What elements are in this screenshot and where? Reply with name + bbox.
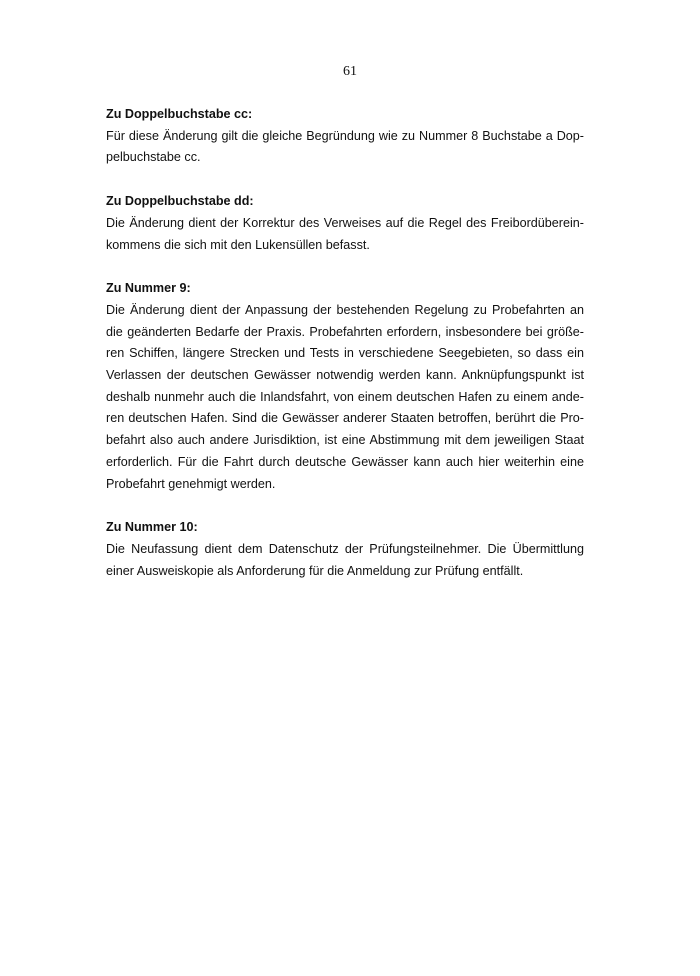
paragraph-line: erforderlich. Für die Fahrt durch deutsche Gewässer kann auch hier weiterhin eine bbox=[106, 454, 584, 469]
section-paragraph bbox=[106, 300, 584, 495]
section-paragraph bbox=[106, 213, 584, 256]
paragraph-line: Die Änderung dient der Korrektur des Verweises auf die Regel des Freibordüberein- bbox=[106, 215, 584, 230]
paragraph-line: befahrt also auch andere Jurisdiktion, ist eine Abstimmung mit dem jeweiligen Staat bbox=[106, 433, 584, 448]
paragraph-line: Die Neufassung dient dem Datenschutz der Prüfungsteilnehmer. Die Übermittlung bbox=[106, 541, 584, 556]
section-paragraph bbox=[106, 126, 584, 169]
section-nummer-9 bbox=[106, 278, 584, 495]
section-nummer-10 bbox=[106, 517, 584, 582]
section-heading: Zu Doppelbuchstabe cc: bbox=[106, 107, 253, 121]
section-doppelbuchstabe-dd bbox=[106, 191, 584, 256]
section-paragraph bbox=[106, 539, 584, 582]
paragraph-line: Für diese Änderung gilt die gleiche Begründung wie zu Nummer 8 Buchstabe a Dop- bbox=[106, 128, 584, 143]
paragraph-line: pelbuchstabe cc. bbox=[106, 150, 201, 165]
paragraph-line: Verlassen der deutschen Gewässer notwendig werden kann. Anknüpfungspunkt ist bbox=[106, 368, 584, 383]
paragraph-line: die geänderten Bedarfe der Praxis. Probefahrten erfordern, insbesondere bei größe- bbox=[106, 324, 584, 339]
paragraph-line: deshalb nunmehr auch die Inlandsfahrt, von einem deutschen Hafen zu einem ande- bbox=[106, 389, 584, 404]
section-heading: Zu Nummer 9: bbox=[106, 281, 191, 296]
paragraph-line: Probefahrt genehmigt werden. bbox=[106, 476, 276, 491]
document-body bbox=[106, 104, 584, 604]
section-doppelbuchstabe-cc bbox=[106, 104, 584, 169]
section-heading: Zu Nummer 10: bbox=[106, 520, 198, 535]
page-number: 61 bbox=[343, 64, 357, 79]
paragraph-line: ren Schiffen, längere Strecken und Tests in verschiedene Seegebieten, so dass ein bbox=[106, 346, 584, 361]
paragraph-line: Die Änderung dient der Anpassung der bestehenden Regelung zu Probefahrten an bbox=[106, 302, 584, 317]
paragraph-line: kommens die sich mit den Lukensüllen befasst. bbox=[106, 237, 370, 252]
paragraph-line: einer Ausweiskopie als Anforderung für die Anmeldung zur Prüfung entfällt. bbox=[106, 563, 524, 578]
paragraph-line: ren deutschen Hafen. Sind die Gewässer anderer Staaten betroffen, berührt die Pro- bbox=[106, 411, 584, 426]
section-heading: Zu Doppelbuchstabe dd: bbox=[106, 194, 254, 209]
